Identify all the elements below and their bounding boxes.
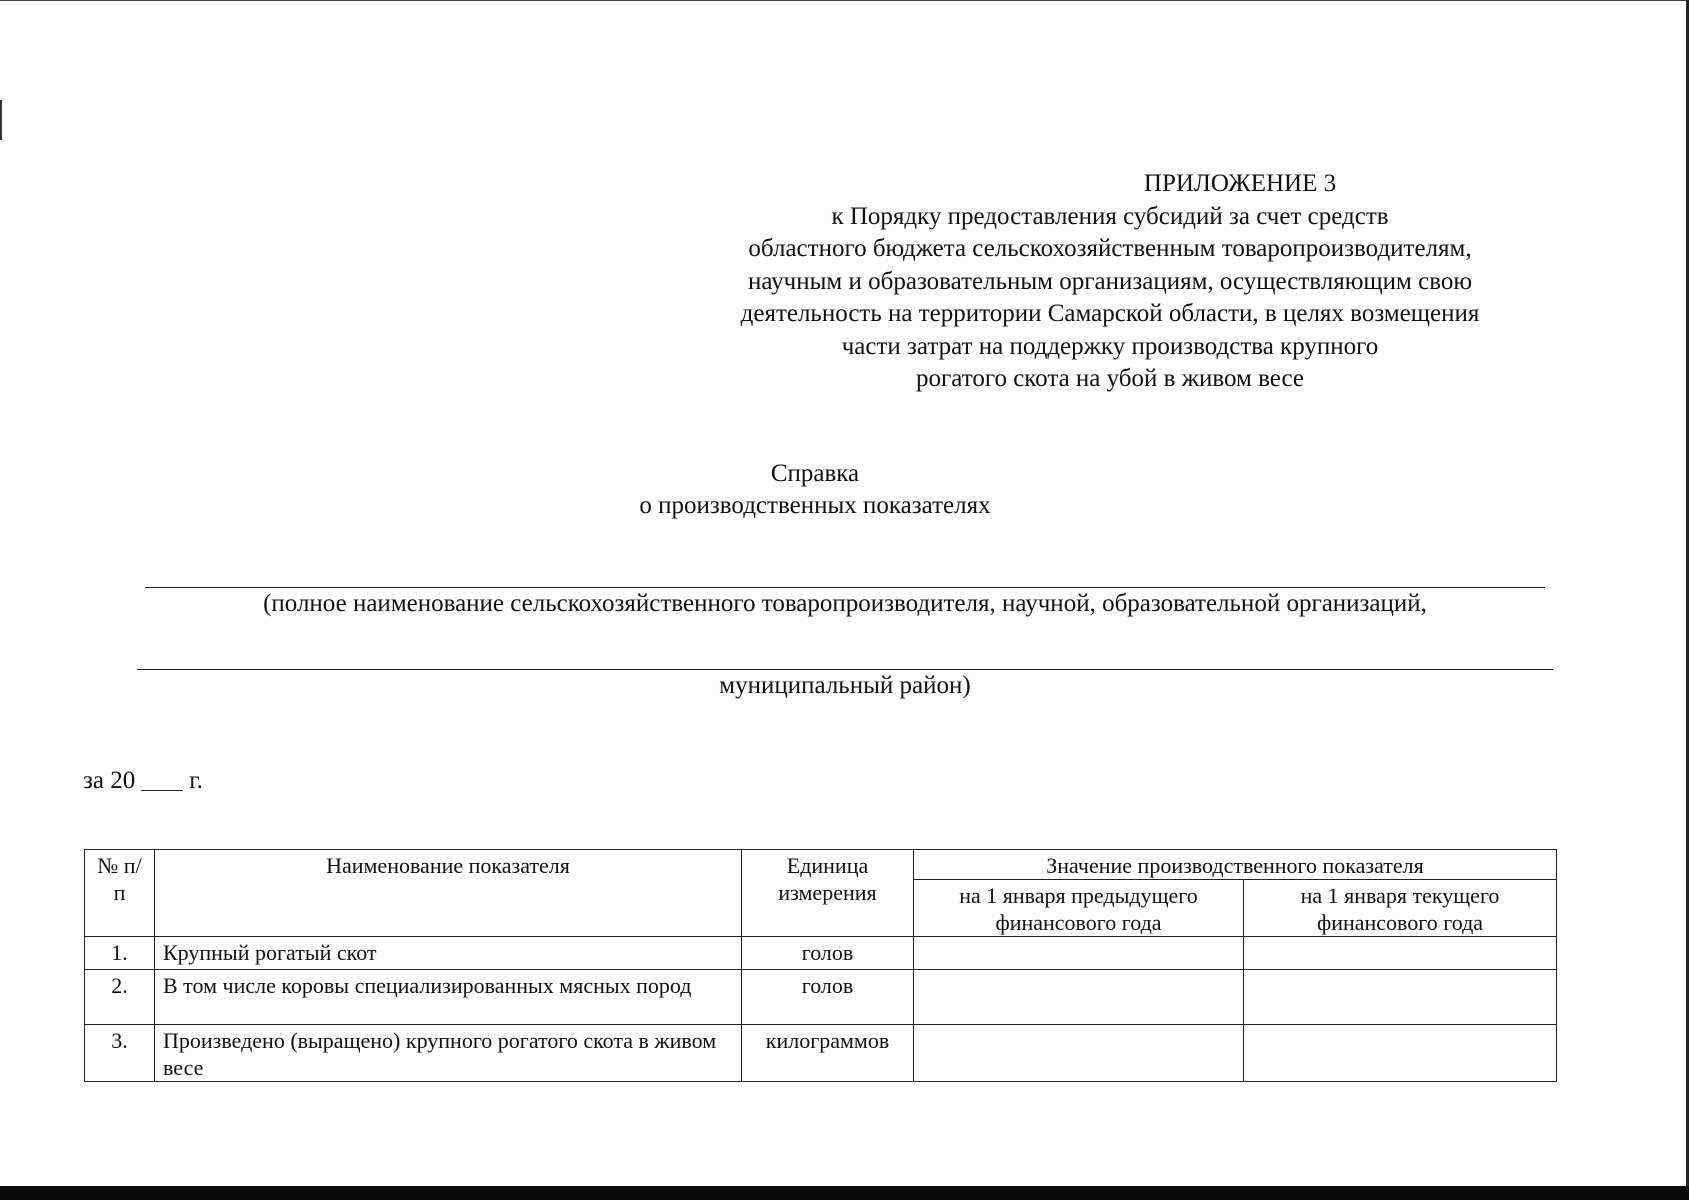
row-unit: голов bbox=[742, 937, 914, 970]
header-unit: Единица измерения bbox=[742, 850, 914, 937]
row-unit: килограммов bbox=[742, 1025, 914, 1082]
appendix-header bbox=[660, 168, 1560, 396]
organization-name-line[interactable] bbox=[145, 587, 1545, 588]
title-sub: о производственных показателях bbox=[639, 492, 991, 519]
row-value-prev[interactable] bbox=[914, 1025, 1244, 1082]
period-prefix: за 20 bbox=[83, 767, 136, 794]
header-value: Значение производственного показателя bbox=[914, 850, 1557, 880]
row-name: Крупный рогатый скот bbox=[155, 937, 742, 970]
report-period bbox=[83, 767, 203, 795]
organization-caption: (полное наименование сельскохозяйственного товаропроизводителя, научной, образовательной организаций, bbox=[263, 590, 1427, 617]
row-num: 2. bbox=[85, 970, 155, 1025]
appendix-line: рогатого скота на убой в живом весе bbox=[916, 365, 1304, 392]
row-value-prev[interactable] bbox=[914, 937, 1244, 970]
table-row bbox=[85, 970, 1557, 1025]
document-title bbox=[560, 458, 1070, 522]
appendix-line: части затрат на поддержку производства крупного bbox=[841, 332, 1379, 360]
row-unit: голов bbox=[742, 970, 914, 1025]
row-name: В том числе коровы специализированных мясных пород bbox=[155, 970, 742, 1025]
district-caption: муниципальный район) bbox=[719, 672, 971, 699]
scan-top-edge bbox=[0, 0, 1689, 1]
appendix-title: ПРИЛОЖЕНИЕ 3 bbox=[1143, 170, 1337, 197]
scan-bottom-bar bbox=[0, 1186, 1689, 1200]
year-blank-field[interactable] bbox=[141, 768, 183, 791]
header-num: № п/п bbox=[85, 850, 155, 937]
appendix-line: научным и образовательным организациям, осуществляющим свою bbox=[747, 267, 1473, 295]
row-value-prev[interactable] bbox=[914, 970, 1244, 1025]
district-name-line[interactable] bbox=[137, 669, 1553, 670]
appendix-line: областного бюджета сельскохозяйственным товаропроизводителям, bbox=[748, 235, 1472, 262]
period-suffix: г. bbox=[189, 767, 203, 794]
table-row bbox=[85, 1025, 1557, 1082]
header-value-curr: на 1 января текущего финансового года bbox=[1244, 880, 1557, 937]
indicators-table bbox=[84, 849, 1557, 1082]
row-value-curr[interactable] bbox=[1244, 970, 1557, 1025]
scan-left-mark bbox=[0, 100, 2, 140]
row-name: Произведено (выращено) крупного рогатого скота в живом весе bbox=[155, 1025, 742, 1082]
table-header-row bbox=[85, 850, 1557, 880]
row-num: 1. bbox=[85, 937, 155, 970]
row-value-curr[interactable] bbox=[1244, 937, 1557, 970]
header-name: Наименование показателя bbox=[155, 850, 742, 937]
table-row bbox=[85, 937, 1557, 970]
row-value-curr[interactable] bbox=[1244, 1025, 1557, 1082]
appendix-line: деятельность на территории Самарской области, в целях возмещения bbox=[740, 300, 1480, 327]
row-num: 3. bbox=[85, 1025, 155, 1082]
title-main: Справка bbox=[770, 460, 860, 487]
header-value-prev: на 1 января предыдущего финансового года bbox=[914, 880, 1244, 937]
appendix-line: к Порядку предоставления субсидий за счет средств bbox=[831, 202, 1389, 230]
